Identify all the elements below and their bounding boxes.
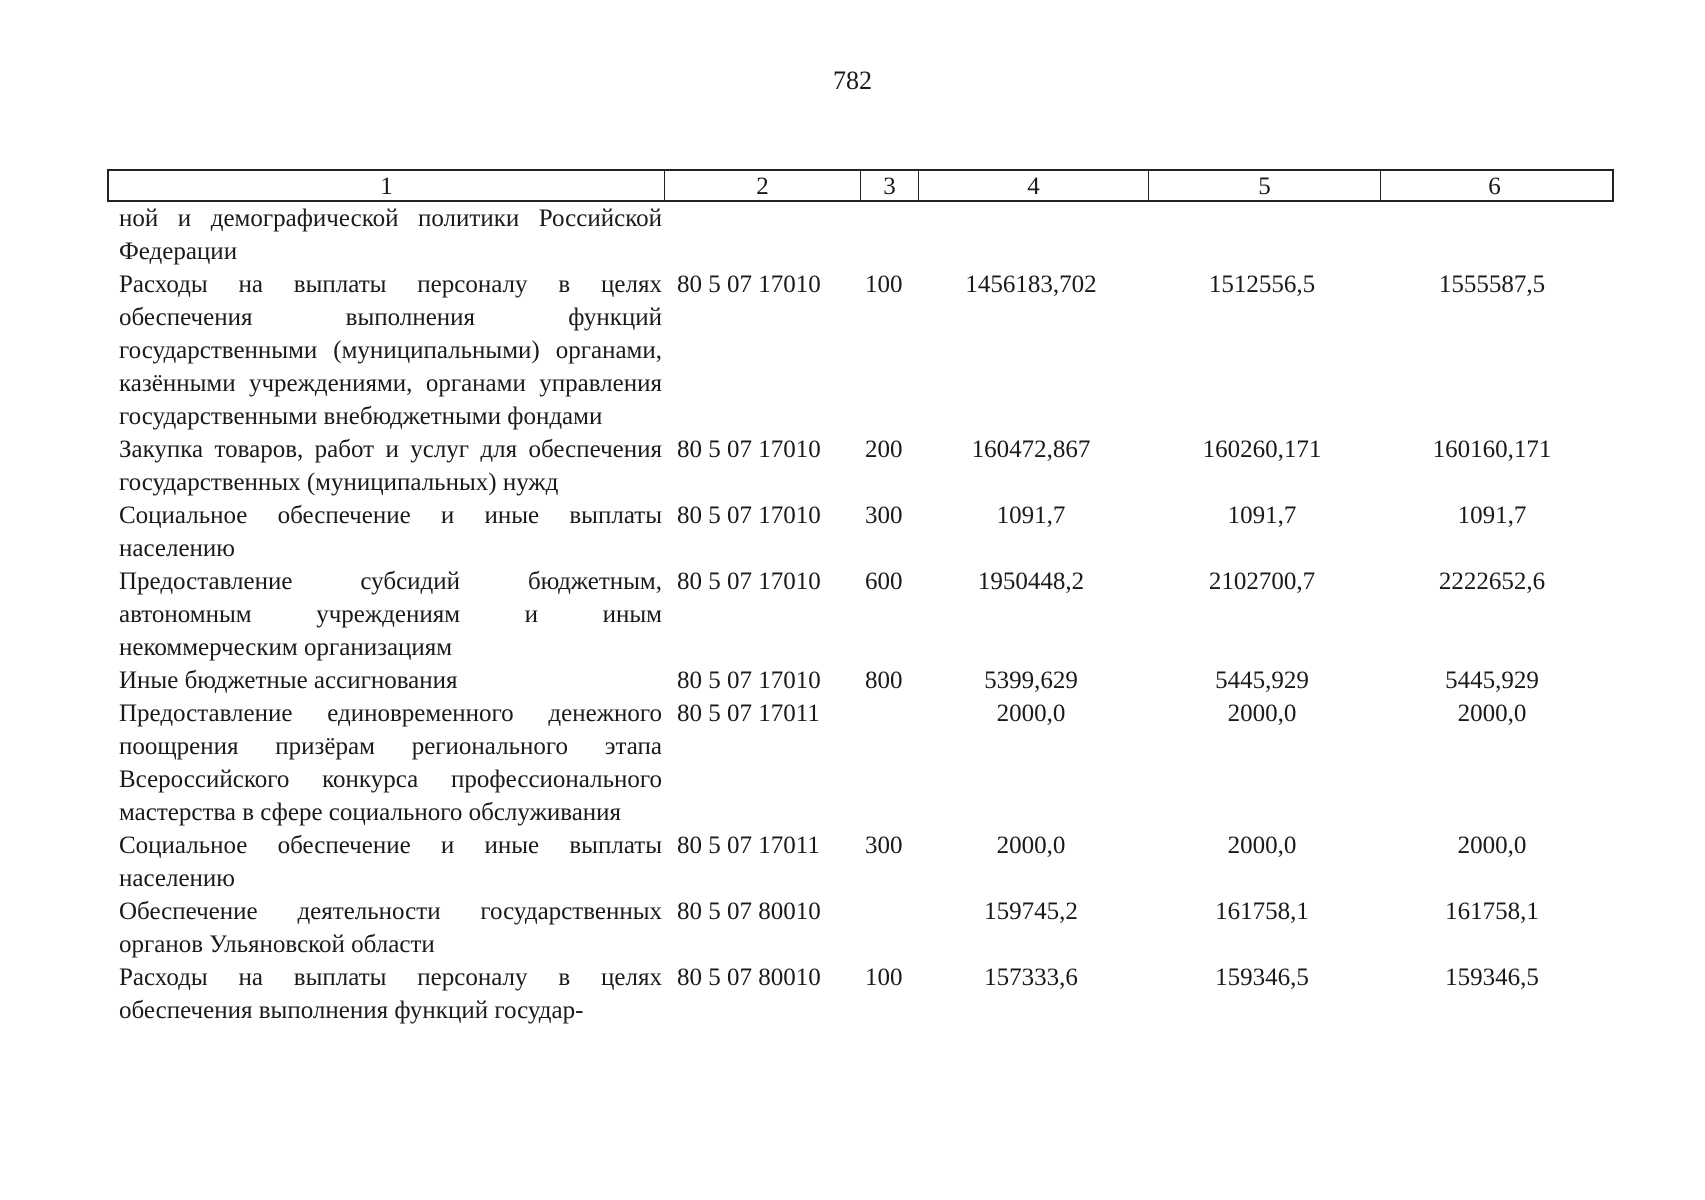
row-amount-col5: 2102700,7 xyxy=(1208,568,1316,595)
column-header-5: 5 xyxy=(1148,171,1380,200)
row-name: Обеспечение деятельности государственных органов Ульяновской области xyxy=(119,898,662,958)
column-header-6: 6 xyxy=(1380,171,1608,200)
row-name: Расходы на выплаты персоналу в целях обеспечения выполнения функций государ- xyxy=(119,964,662,1024)
row-code: 80 5 07 17011 xyxy=(677,700,820,727)
row-amount-col6: 2000,0 xyxy=(1457,700,1527,727)
table-row xyxy=(107,895,1614,961)
row-expense-type: 600 xyxy=(865,568,903,595)
row-name: Закупка товаров, работ и услуг для обеспечения государственных (муниципальных) нужд xyxy=(119,436,662,496)
row-code: 80 5 07 17010 xyxy=(677,568,821,595)
row-amount-col6: 1555587,5 xyxy=(1438,271,1546,298)
row-amount-col4: 1950448,2 xyxy=(977,568,1085,595)
row-amount-col6: 2222652,6 xyxy=(1438,568,1546,595)
row-amount-col6: 1091,7 xyxy=(1457,502,1527,529)
column-header-4: 4 xyxy=(918,171,1148,200)
row-amount-col5: 2000,0 xyxy=(1227,832,1297,859)
table-row xyxy=(107,268,1614,433)
row-name: Расходы на выплаты персоналу в целях обеспечения выполнения функций государственными (муниципальными) органами, казёнными учреждениями, органами управления государственными внебюджетными фондами xyxy=(119,271,662,430)
row-amount-col4: 2000,0 xyxy=(996,700,1066,727)
table-row xyxy=(107,697,1614,829)
row-code: 80 5 07 17010 xyxy=(677,271,821,298)
row-amount-col5: 160260,171 xyxy=(1202,436,1322,463)
row-amount-col6: 161758,1 xyxy=(1445,898,1539,925)
row-amount-col6: 160160,171 xyxy=(1432,436,1552,463)
row-amount-col6: 5445,929 xyxy=(1445,667,1539,694)
row-amount-col5: 5445,929 xyxy=(1215,667,1309,694)
row-amount-col6: 2000,0 xyxy=(1457,832,1527,859)
row-amount-col4: 5399,629 xyxy=(984,667,1078,694)
row-name: Иные бюджетные ассигнования xyxy=(119,667,458,694)
row-amount-col4: 2000,0 xyxy=(996,832,1066,859)
row-expense-type: 100 xyxy=(865,964,903,991)
page-number: 782 xyxy=(833,66,872,95)
row-expense-type: 300 xyxy=(865,832,903,859)
row-code: 80 5 07 17010 xyxy=(677,436,821,463)
row-amount-col5: 2000,0 xyxy=(1227,700,1297,727)
row-name: Социальное обеспечение и иные выплаты населению xyxy=(119,832,662,892)
budget-table xyxy=(107,169,1614,1027)
row-expense-type: 200 xyxy=(865,436,903,463)
row-name: Предоставление субсидий бюджетным, автономным учреждениям и иным некоммерческим организациям xyxy=(119,568,662,661)
column-header-3: 3 xyxy=(860,171,918,200)
table-row xyxy=(107,961,1614,1027)
table-row xyxy=(107,433,1614,499)
row-amount-col4: 160472,867 xyxy=(971,436,1091,463)
row-code: 80 5 07 17010 xyxy=(677,502,821,529)
row-name: Предоставление единовременного денежного поощрения призёрам регионального этапа Всероссийского конкурса профессионального мастерства в сфере социального обслуживания xyxy=(119,700,662,826)
row-code: 80 5 07 80010 xyxy=(677,898,821,925)
row-amount-col4: 157333,6 xyxy=(984,964,1078,991)
row-amount-col5: 159346,5 xyxy=(1215,964,1309,991)
column-header-1: 1 xyxy=(380,173,393,200)
row-amount-col5: 1512556,5 xyxy=(1208,271,1316,298)
column-header-2: 2 xyxy=(664,171,860,200)
table-row xyxy=(107,565,1614,664)
row-amount-col4: 1456183,702 xyxy=(965,271,1097,298)
row-amount-col5: 161758,1 xyxy=(1215,898,1309,925)
table-row xyxy=(107,829,1614,895)
table-row xyxy=(107,499,1614,565)
table-body xyxy=(107,202,1614,1027)
row-expense-type: 100 xyxy=(865,271,903,298)
row-name: ной и демографической политики Российской Федерации xyxy=(119,205,662,265)
row-amount-col4: 159745,2 xyxy=(984,898,1078,925)
table-row xyxy=(107,664,1614,697)
row-code: 80 5 07 17011 xyxy=(677,832,820,859)
row-amount-col6: 159346,5 xyxy=(1445,964,1539,991)
row-amount-col4: 1091,7 xyxy=(996,502,1066,529)
row-amount-col5: 1091,7 xyxy=(1227,502,1297,529)
table-header-row xyxy=(107,169,1614,202)
table-row xyxy=(107,202,1614,268)
row-expense-type: 300 xyxy=(865,502,903,529)
row-code: 80 5 07 17010 xyxy=(677,667,821,694)
row-expense-type: 800 xyxy=(865,667,903,694)
row-name: Социальное обеспечение и иные выплаты населению xyxy=(119,502,662,562)
row-code: 80 5 07 80010 xyxy=(677,964,821,991)
